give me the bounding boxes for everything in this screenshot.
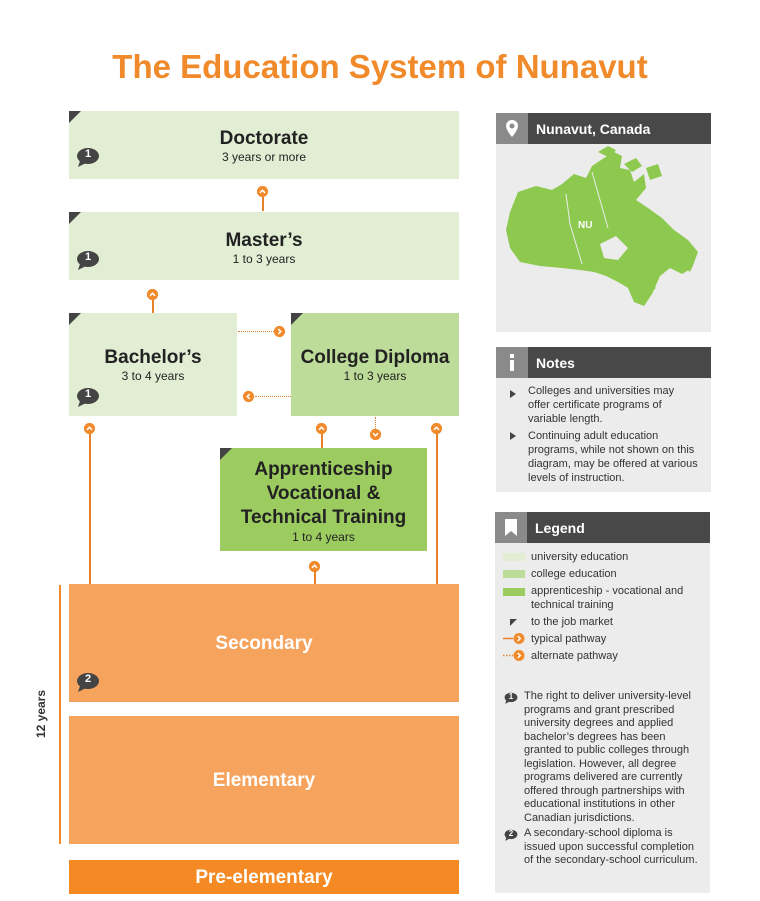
elementary-box (69, 716, 459, 844)
alternate-pathway-arrow-icon (274, 326, 285, 337)
alternate-pathway-line (238, 331, 274, 332)
map-region-label: NU (578, 220, 593, 231)
job-market-corner-icon (291, 313, 303, 325)
job-market-corner-icon (69, 111, 81, 123)
apprenticeship-name-line-3: Technical Training (240, 507, 407, 528)
typical-pathway-arrow-icon (431, 423, 442, 434)
typical-pathway-arrow-icon (257, 186, 268, 197)
legend-item: to the job market (531, 616, 613, 628)
note-1-bubble-icon (76, 387, 100, 407)
doctorate-box (69, 111, 459, 179)
legend-item: apprenticeship - vocational and technical training (531, 585, 684, 611)
preelementary-box (69, 860, 459, 894)
note-item: Continuing adult education programs, while not shown on this diagram, may be offered at various levels of instruction. (528, 430, 698, 484)
legend-panel-header (495, 512, 710, 543)
alternate-pathway-line (375, 417, 376, 429)
map-panel-header (496, 113, 711, 144)
typical-pathway-arrow-icon (84, 423, 95, 434)
bachelors-duration: 3 to 4 years (121, 369, 185, 383)
typical-pathway-arrow-icon (309, 561, 320, 572)
secondary-name: Secondary (215, 633, 313, 654)
bachelors-box (69, 313, 237, 416)
footnote-text: A secondary-school diploma is issued upon successful completion of the secondary-school curriculum. (524, 827, 698, 866)
footnote-text: The right to deliver university-level programs and grant prescribed university degrees and applied bachelor’s degrees has been granted to public colleges through legislation. However, all degree programs delivered are currently offered through partnerships with educational institutions in other Canadian jurisdictions. (524, 690, 691, 824)
footnote-2-bubble-icon (504, 828, 518, 840)
typical-pathway-arrow-icon (147, 289, 158, 300)
note-2-bubble-icon (76, 672, 100, 692)
doctorate-name: Doctorate (219, 128, 309, 149)
map-panel-title: Nunavut, Canada (536, 121, 651, 137)
alternate-pathway-arrow-icon (243, 391, 254, 402)
note-1-bubble-icon (76, 147, 100, 167)
masters-box (69, 212, 459, 280)
map-panel-body (496, 144, 711, 332)
legend-item: college education (531, 568, 617, 580)
footnote-number: 2 (508, 829, 514, 838)
legend-item: university education (531, 551, 629, 563)
preelementary-name: Pre-elementary (195, 867, 333, 888)
info-icon (496, 347, 528, 378)
note-item: Colleges and universities may offer certificate programs of variable length. (528, 385, 675, 425)
college-duration: 1 to 3 years (343, 369, 407, 383)
apprenticeship-name-line-2: Vocational & (266, 483, 381, 504)
typical-pathway-arrow-icon (316, 423, 327, 434)
masters-duration: 1 to 3 years (232, 252, 296, 266)
job-market-corner-icon (220, 448, 232, 460)
secondary-box (69, 584, 459, 702)
solid-arrow-icon (503, 633, 527, 644)
doctorate-duration: 3 years or more (221, 150, 307, 164)
years-bracket (59, 585, 61, 844)
alternate-pathway-arrow-icon (370, 429, 381, 440)
alternate-pathway-line (255, 396, 291, 397)
bullet-triangle-icon (509, 431, 517, 441)
corner-triangle-icon (510, 619, 517, 626)
apprenticeship-swatch (503, 588, 525, 596)
legend-panel-body (495, 543, 710, 893)
legend-panel-title: Legend (535, 520, 585, 536)
dotted-arrow-icon (503, 650, 527, 661)
pathway-line (89, 432, 91, 584)
university-swatch (503, 553, 525, 561)
apprenticeship-name-line-1: Apprenticeship (254, 459, 393, 480)
note-1-bubble-icon (76, 250, 100, 270)
note-number: 1 (84, 251, 92, 263)
note-number: 1 (84, 388, 92, 400)
note-number: 2 (84, 673, 92, 685)
notes-panel-header (496, 347, 711, 378)
college-name: College Diploma (300, 347, 450, 368)
note-number: 1 (84, 148, 92, 160)
masters-name: Master’s (225, 230, 303, 251)
footnote-number: 1 (508, 692, 514, 701)
years-label: 12 years (34, 689, 48, 739)
notes-panel-title: Notes (536, 355, 575, 371)
bullet-triangle-icon (509, 389, 517, 399)
legend-item: typical pathway (531, 633, 607, 645)
pathway-line (436, 432, 438, 584)
notes-panel-body (496, 378, 711, 492)
job-market-corner-icon (69, 313, 81, 325)
map-pin-icon (496, 113, 528, 144)
apprenticeship-duration: 1 to 4 years (292, 530, 355, 544)
job-market-corner-icon (69, 212, 81, 224)
college-diploma-box (291, 313, 459, 416)
elementary-name: Elementary (212, 770, 316, 791)
page-title: The Education System of Nunavut (112, 48, 648, 85)
canada-map (496, 144, 711, 332)
college-swatch (503, 570, 525, 578)
pathway-line (314, 570, 316, 584)
legend-item: alternate pathway (531, 650, 618, 662)
bachelors-name: Bachelor’s (104, 347, 202, 368)
bookmark-icon (495, 512, 527, 543)
pathway-line (321, 432, 323, 448)
footnote-1-bubble-icon (504, 691, 518, 703)
apprenticeship-box (220, 448, 427, 551)
